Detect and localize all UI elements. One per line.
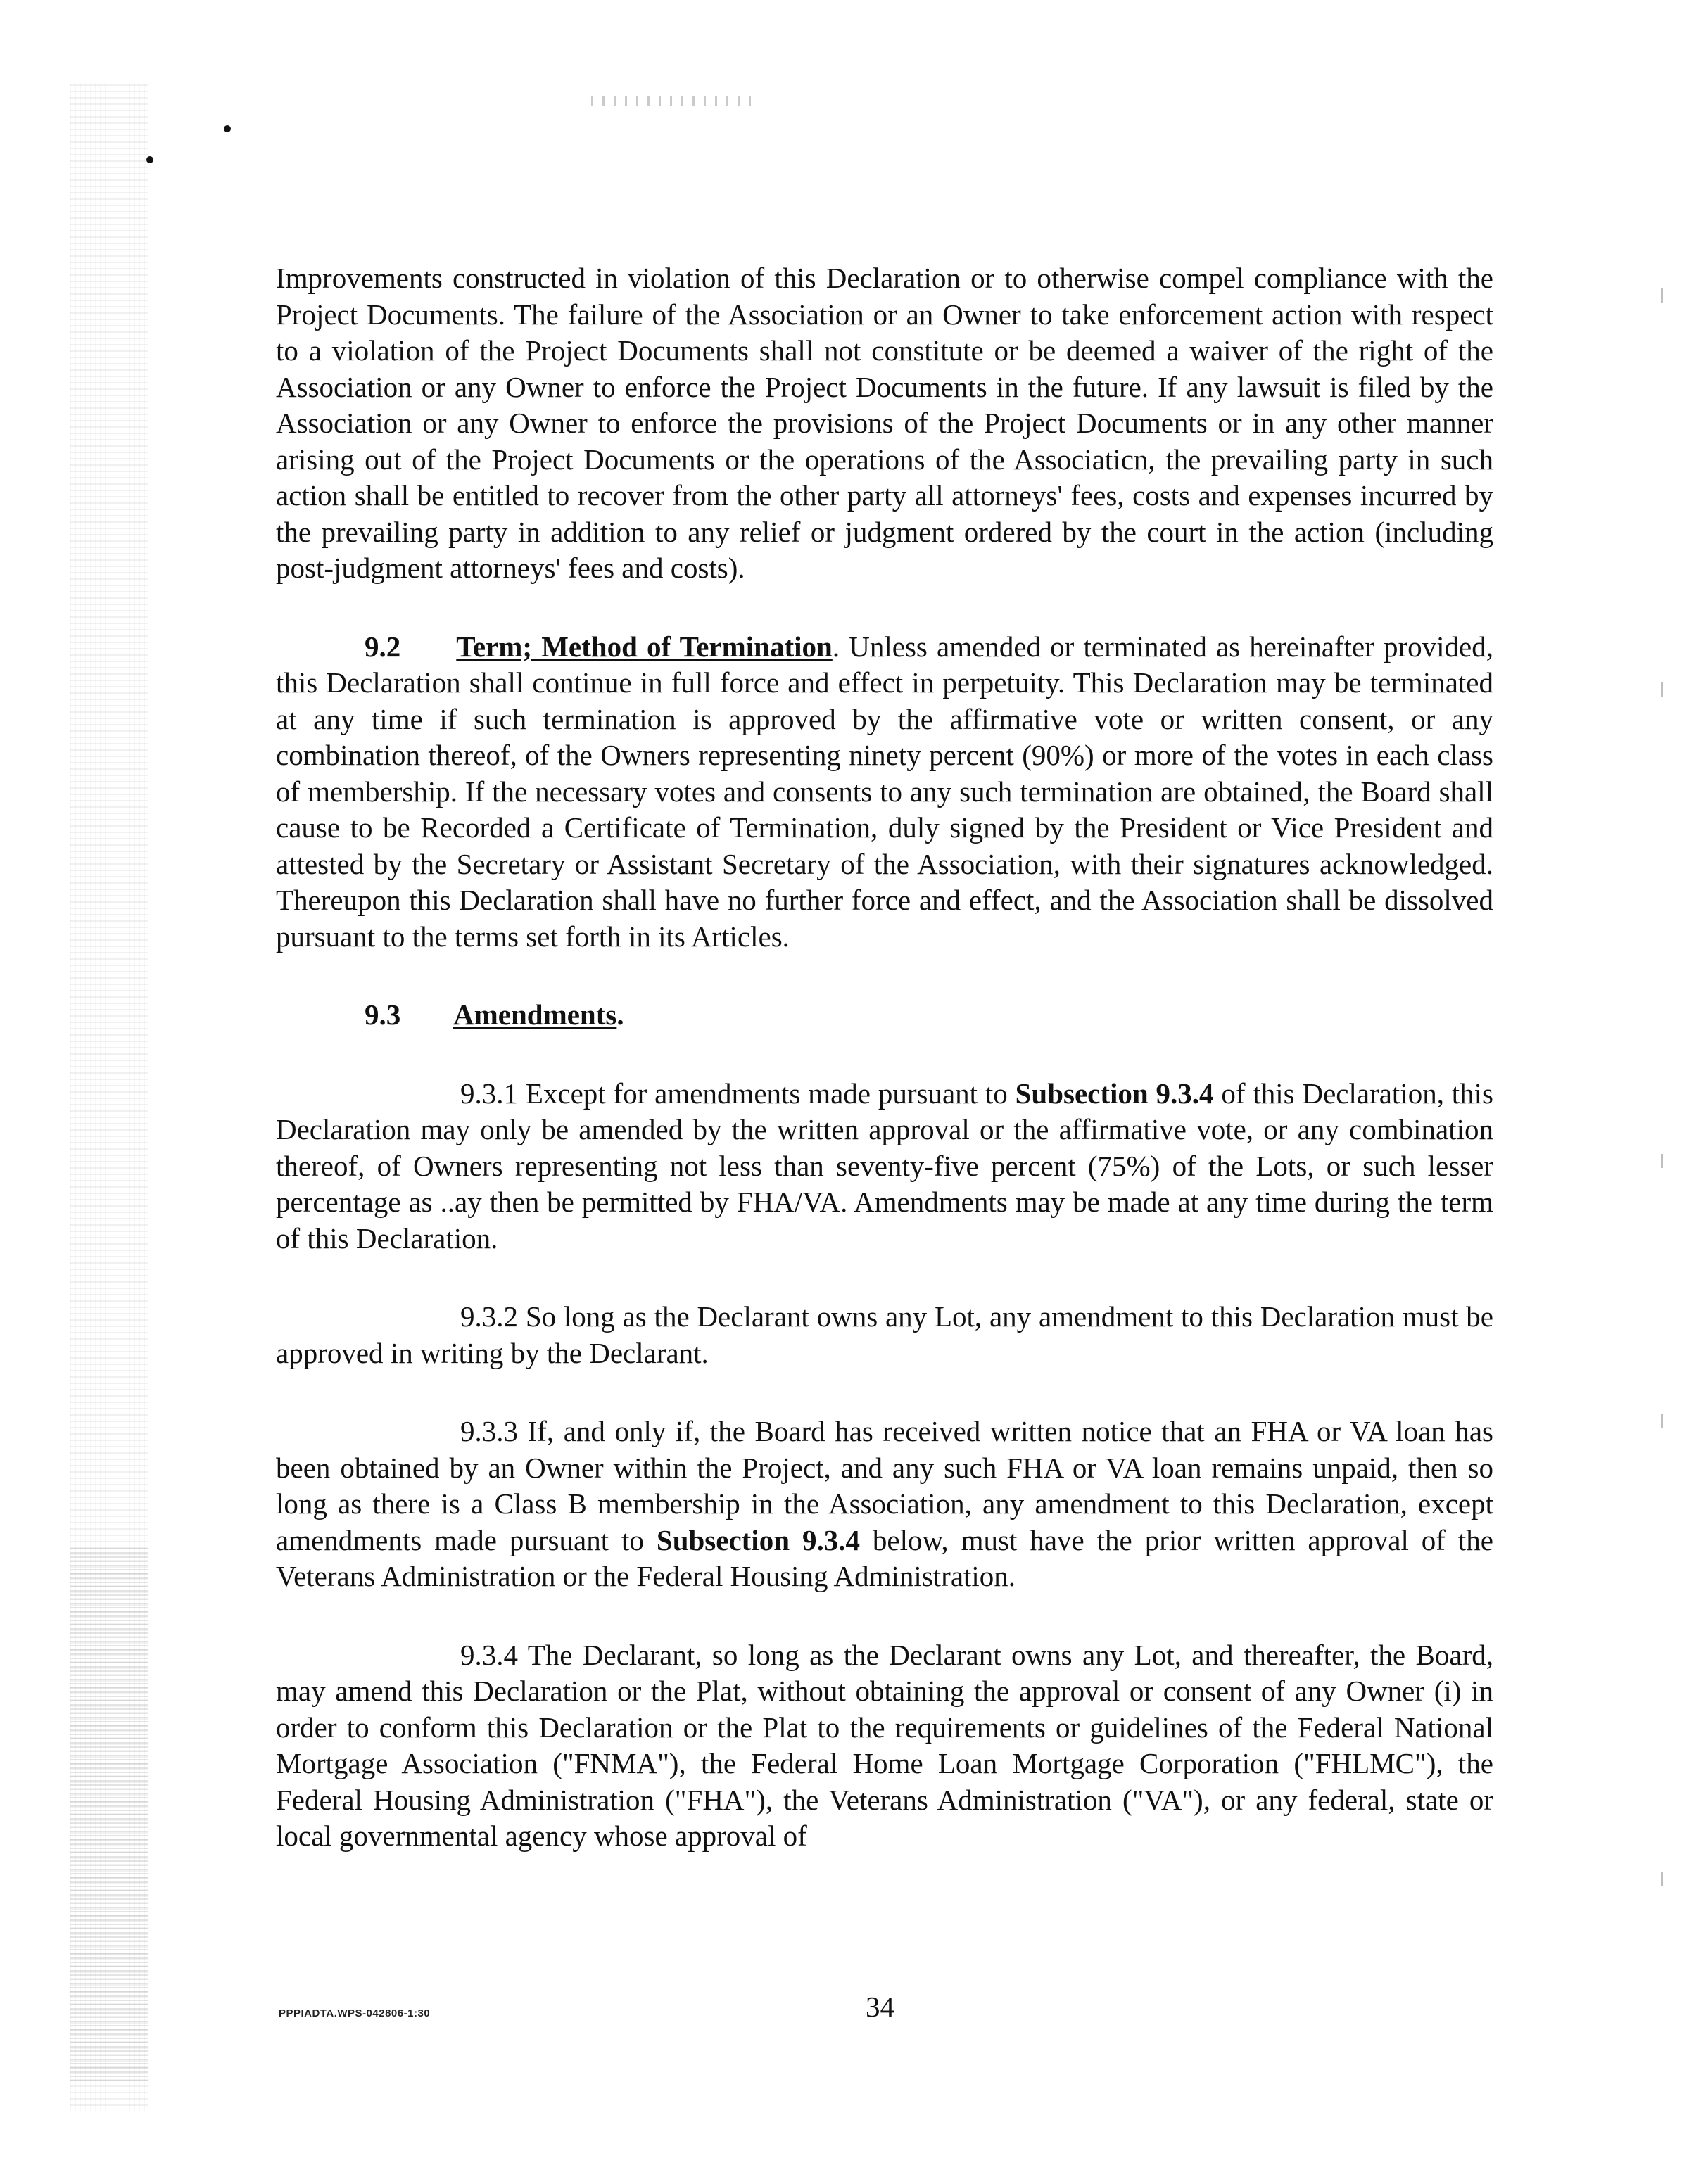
section-9-2-number: 9.2 [365, 630, 401, 663]
subsection-9-3-2 [276, 1299, 1493, 1371]
section-9-3-number: 9.3 [365, 998, 401, 1031]
subsection-9-3-4-number: 9.3.4 [460, 1638, 518, 1671]
subsection-9-3-2-number: 9.3.2 [460, 1300, 518, 1333]
subsection-9-3-4 [276, 1637, 1493, 1855]
bullet-dot-mark [224, 125, 231, 132]
section-9-2-body: . Unless amended or terminated as hereinafter provided, this Declaration shall continue in full force and effect in perpetuity. This Declaration may be terminated at any time if such termination is approved by the affirmative vote or written consent, or any combination thereof, of the Owners representing ninety percent (90%) or more of the votes in each class of membership. If the necessary votes and consents to any such termination are obtained, the Board shall cause to be Recorded a Certificate of Termination, duly signed by the President or Vice President and attested by the Secretary or Assistant Secretary of the Association, with their signatures acknowledged. Thereupon this Declaration shall have no further force and effect, and the Association shall be dissolved pursuant to the terms set forth in its Articles. [276, 630, 1494, 953]
subsection-9-3-3-text-b: below, must have the prior written approval of the Veterans Administration or the Federal Housing Administration. [276, 1523, 1493, 1592]
section-9-2-paragraph [276, 629, 1493, 956]
subsection-9-3-3-ref: Subsection 9.3.4 [656, 1523, 860, 1556]
subsection-9-3-1-text-a: Except for amendments made pursuant to [525, 1077, 1016, 1110]
page-number: 34 [866, 1991, 894, 2023]
subsection-9-3-1 [276, 1076, 1493, 1257]
scan-edge-tick [1661, 1872, 1663, 1886]
subsection-9-3-4-text: The Declarant, so long as the Declarant owns any Lot, and thereafter, the Board, may amend this Declaration or the Plat, without obtaining the approval or consent of any Owner (i) in order to conform this Declaration or the Plat to the requirements or guidelines of the Federal National Mortgage Association ("FNMA"), the Federal Home Loan Mortgage Corporation ("FHLMC"), the Federal Housing Administration ("FHA"), the Veterans Administration ("VA"), or any federal, state or local governmental agency whose approval of [276, 1638, 1493, 1852]
scan-edge-tick [1661, 1154, 1663, 1168]
bullet-dot-mark [146, 156, 153, 163]
subsection-9-3-3 [276, 1414, 1493, 1595]
section-9-3-title-suffix: . [616, 998, 624, 1031]
scan-margin-noise-dense [70, 1548, 148, 2083]
scan-edge-tick [1661, 682, 1663, 697]
section-9-2-title: Term; Method of Termination [456, 630, 833, 663]
footer-file-id: PPPIADTA.WPS-042806-1:30 [279, 2007, 431, 2019]
subsection-9-3-1-ref: Subsection 9.3.4 [1015, 1077, 1214, 1110]
subsection-9-3-3-number: 9.3.3 [460, 1415, 518, 1447]
subsection-9-3-2-text: So long as the Declarant owns any Lot, any amendment to this Declaration must be approved in writing by the Declarant. [276, 1300, 1494, 1369]
subsection-9-3-1-number: 9.3.1 [460, 1077, 518, 1110]
subsection-9-3-1-text-b: of this Declaration, this Declaration may only be amended by the written approval or the affirmative vote, or any combination thereof, of Owners representing not less than seventy-five percent (75%) of the Lots, or such lesser percentage as ..ay then be permitted by FHA/VA. Amendments may be made at any time during the term of this Declaration. [276, 1077, 1494, 1255]
scan-edge-tick [1661, 1414, 1663, 1428]
scan-edge-tick [1661, 288, 1663, 303]
section-9-3-heading [365, 997, 1493, 1034]
scan-top-smudge [591, 96, 753, 106]
section-9-3-title: Amendments [453, 998, 617, 1031]
continuation-paragraph: Improvements constructed in violation of this Declaration or to otherwise compel compliance with the Project Documents. The failure of the Association or an Owner to take enforcement action with respect to a violation of the Project Documents shall not constitute or be deemed a waiver of the right of the Association or any Owner to enforce the Project Documents in the future. If any lawsuit is filed by the Association or any Owner to enforce the provisions of the Project Documents or in any other manner arising out of the Project Documents or the operations of the Associaticn, the prevailing party in such action shall be entitled to recover from the other party all attorneys' fees, costs and expenses incurred by the prevailing party in addition to any relief or judgment ordered by the court in the action (including post-judgment attorneys' fees and costs). [276, 262, 1493, 584]
subsection-9-3-3-text-a: If, and only if, the Board has received written notice that an FHA or VA loan has been obtained by an Owner within the Project, and any such FHA or VA loan remains unpaid, then so long as there is a Class B membership in the Association, any amendment to this Declaration, except amendments made pursuant to [276, 1415, 1493, 1556]
document-body [276, 260, 1493, 1855]
